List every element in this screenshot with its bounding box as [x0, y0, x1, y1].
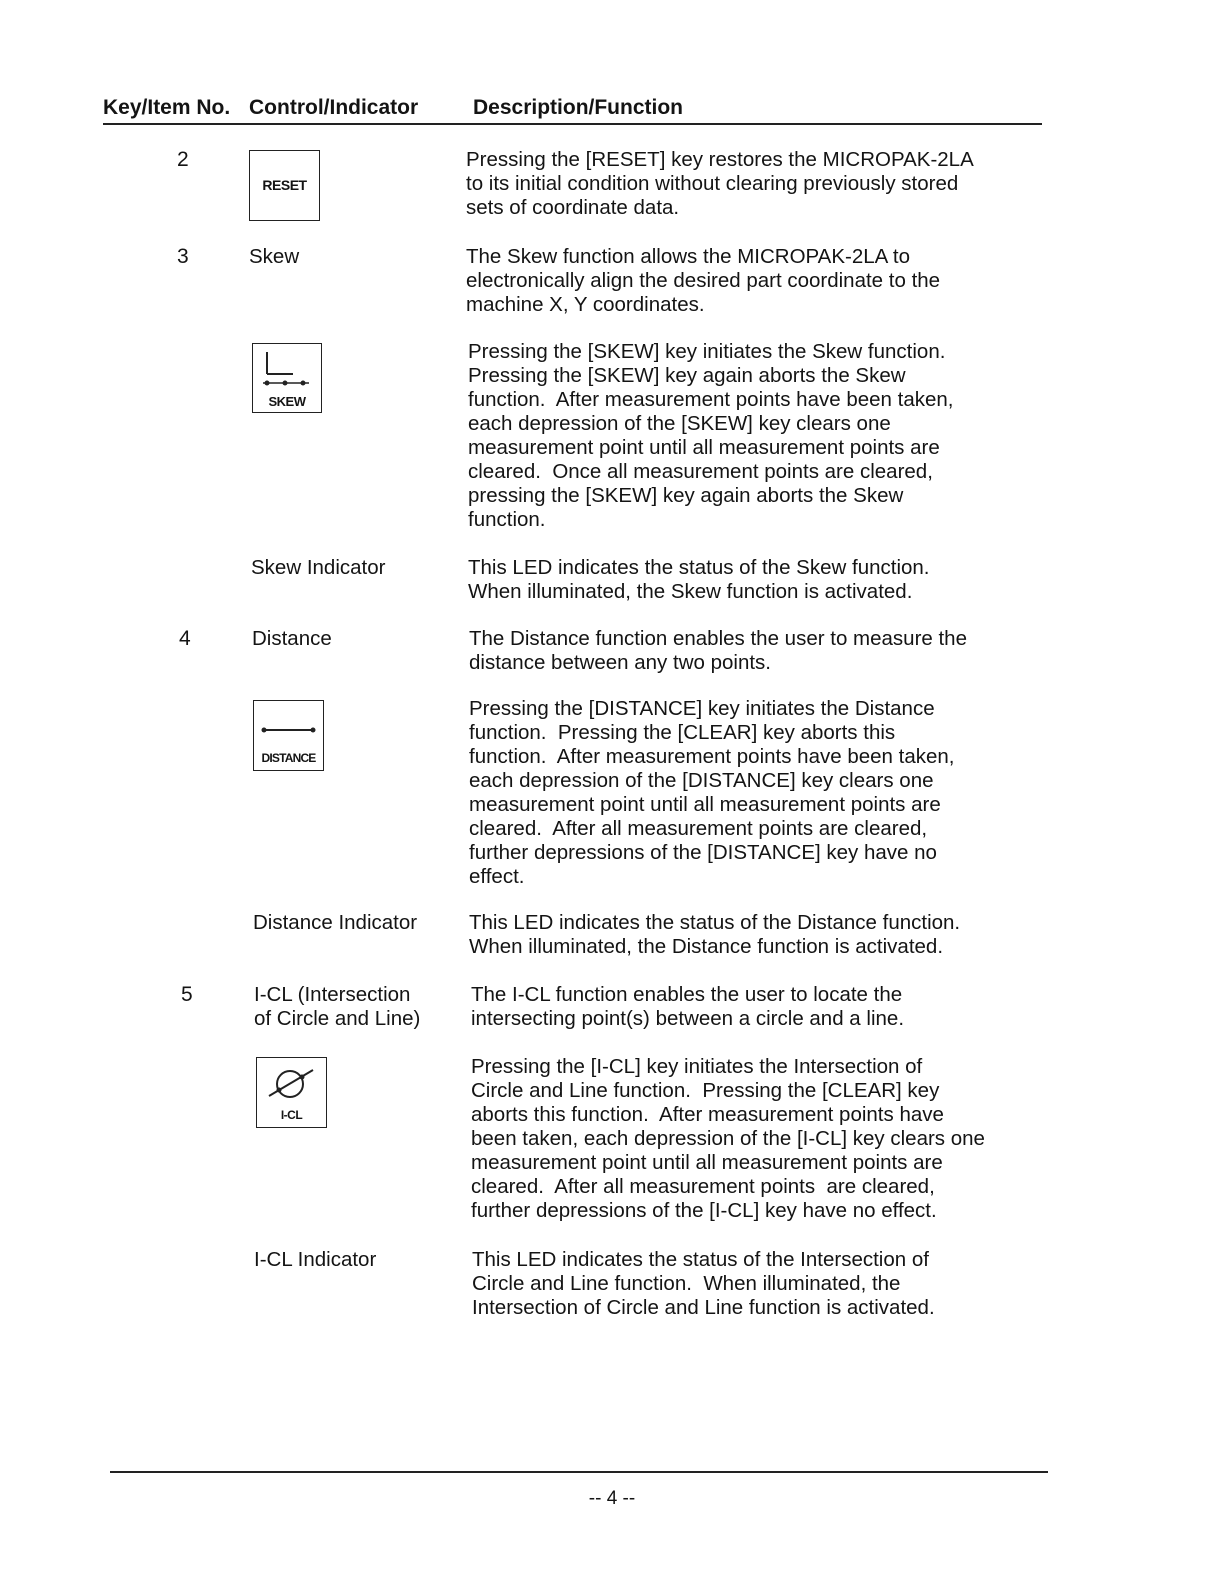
circle-line-intersection-icon	[257, 1058, 325, 1108]
icl-control-label: I-CL (Intersection of Circle and Line)	[254, 983, 421, 1030]
icl-indicator-description: This LED indicates the status of the Intersection of Circle and Line function. When illuminated, the Intersection of Circle and Line function is activated.	[472, 1248, 935, 1319]
item-number-5: 5	[181, 983, 193, 1006]
item-number-4: 4	[179, 627, 191, 650]
skew-indicator-label: Skew Indicator	[251, 556, 386, 579]
item-number-2: 2	[177, 148, 189, 171]
distance-description: The Distance function enables the user to measure the distance between any two points.	[469, 627, 967, 674]
distance-key-description: Pressing the [DISTANCE] key initiates the Distance function. Pressing the [CLEAR] key aborts this function. After measurement points have been taken, each depression of the [DISTANCE] key clears one measurement point until all measurement points are cleared. After all measurement points are cleared, further depressions of the [DISTANCE] key have no effect.	[469, 697, 955, 888]
distance-key-label: DISTANCE	[261, 751, 316, 765]
skew-key	[252, 343, 322, 413]
skew-control-label: Skew	[249, 245, 300, 268]
header-rule	[103, 123, 1042, 125]
icl-indicator-label: I-CL Indicator	[254, 1248, 377, 1271]
icl-key	[256, 1057, 327, 1128]
footer-rule	[110, 1471, 1048, 1473]
distance-key	[253, 700, 324, 771]
skew-key-label: SKEW	[268, 394, 306, 409]
skew-indicator-description: This LED indicates the status of the Skew function. When illuminated, the Skew function is activated.	[468, 556, 930, 603]
skew-key-description: Pressing the [SKEW] key initiates the Skew function. Pressing the [SKEW] key again aborts the Skew function. After measurement points have been taken, each depression of the [SKEW] key clears one measurement point until all measurement points are cleared. Once all measurement points are cleared, pressing the [SKEW] key again aborts the Skew function.	[468, 340, 954, 531]
reset-key-label: RESET	[262, 177, 307, 193]
skew-description: The Skew function allows the MICROPAK-2LA to electronically align the desired part coordinate to the machine X, Y coordinates.	[466, 245, 941, 316]
distance-indicator-description: This LED indicates the status of the Distance function. When illuminated, the Distance function is activated.	[469, 911, 961, 958]
icl-key-label: I-CL	[280, 1108, 303, 1122]
header-control-indicator: Control/Indicator	[249, 96, 419, 119]
page-number: -- 4 --	[588, 1488, 636, 1509]
header-description-function: Description/Function	[473, 96, 683, 119]
skew-symbol-icon	[253, 344, 320, 389]
distance-indicator-label: Distance Indicator	[253, 911, 418, 934]
distance-control-label: Distance	[252, 627, 332, 650]
icl-key-description: Pressing the [I-CL] key initiates the Intersection of Circle and Line function. Pressing the [CLEAR] key aborts this function. After measurement points have been taken, each depression of the [I-CL] key clears one measurement point until all measurement points are cleared. After all measurement points are cleared, further depressions of the [I-CL] key have no effect.	[471, 1055, 985, 1222]
header-key-item-no: Key/Item No.	[103, 96, 231, 119]
reset-key	[249, 150, 320, 221]
item-number-3: 3	[177, 245, 189, 268]
icl-description: The I-CL function enables the user to locate the intersecting point(s) between a circle and a line.	[471, 983, 905, 1030]
reset-description: Pressing the [RESET] key restores the MICROPAK-2LA to its initial condition without clearing previously stored sets of coordinate data.	[466, 148, 974, 219]
distance-symbol-icon	[254, 701, 322, 746]
